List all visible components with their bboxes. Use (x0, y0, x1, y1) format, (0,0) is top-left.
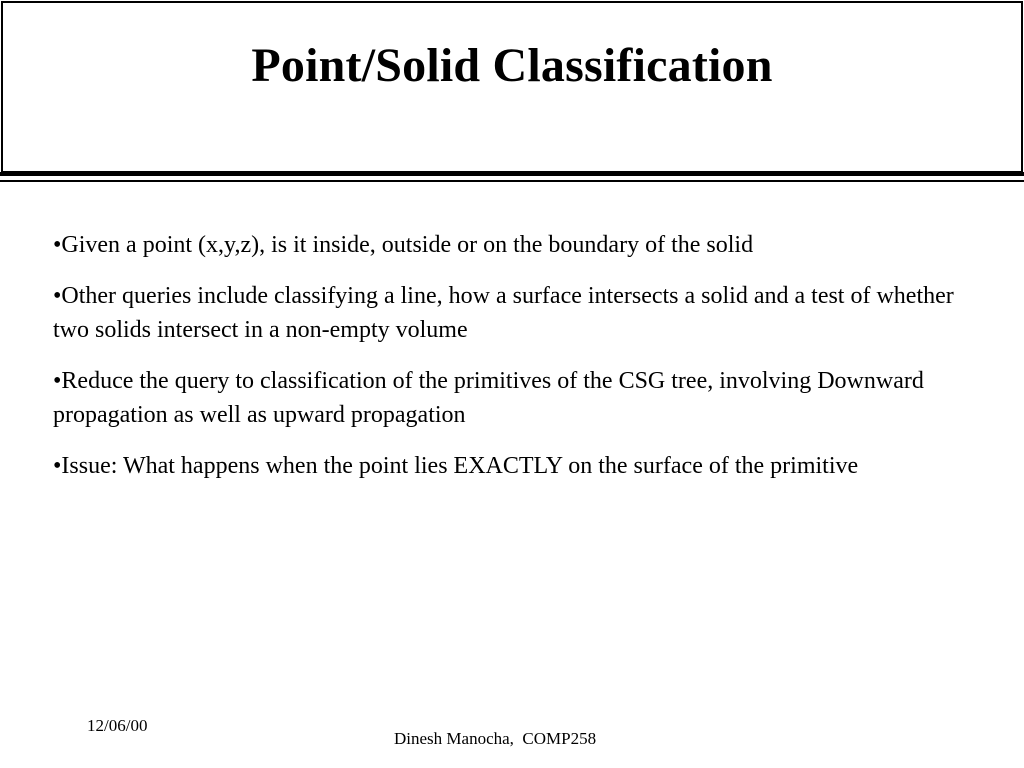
footer-date: 12/06/00 (87, 716, 148, 735)
title-box (1, 1, 1023, 173)
bullet-list (53, 228, 973, 500)
bullet-item: •Reduce the query to classification of the primitives of the CSG tree, involving Downward propagation as well as upward propagation (53, 368, 924, 428)
bullet-item: •Given a point (x,y,z), is it inside, outside or on the boundary of the solid (53, 232, 754, 258)
bullet-item: •Issue: What happens when the point lies EXACTLY on the surface of the primitive (53, 453, 859, 479)
footer-author: Dinesh Manocha, COMP258 (394, 729, 597, 748)
title-divider-thin (0, 180, 1024, 182)
title-divider-thick (0, 172, 1024, 176)
bullet-item: •Other queries include classifying a line, how a surface intersects a solid and a test of whether two solids intersect in a non-empty volume (53, 283, 954, 343)
slide-title: Point/Solid Classification (251, 38, 773, 92)
